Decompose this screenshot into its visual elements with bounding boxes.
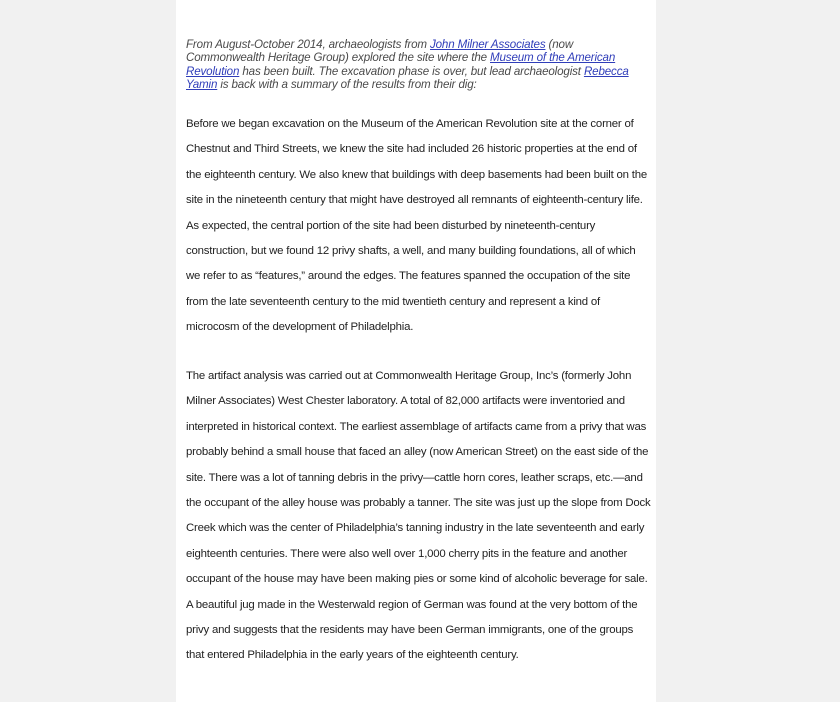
intro-line	[186, 51, 646, 64]
intro-line	[186, 78, 646, 91]
intro-line	[186, 38, 646, 51]
text-line: Before we began excavation on the Museum of the American Revolution site at the corner of	[186, 118, 634, 130]
text-line: construction, but we found 12 privy shafts, a well, and many building foundations, all of which	[186, 244, 636, 257]
text-line: site in the nineteenth century that might have destroyed all remnants of eighteenth-century life.	[186, 194, 643, 207]
text-line: The artifact analysis was carried out at Commonwealth Heritage Group, Inc’s (formerly John	[186, 370, 632, 382]
link-museum-american-revolution[interactable]: Museum of the American	[490, 51, 616, 65]
text-line: microcosm of the development of Philadelphia.	[186, 321, 414, 334]
text-line: site. There was a lot of tanning debris in the privy—cattle horn cores, leather scraps, etc.—and	[186, 471, 643, 484]
link-rebecca-yamin-cont[interactable]: Yamin	[186, 77, 218, 91]
intro-text: has been built. The excavation phase is over, but lead archaeologist	[239, 64, 584, 78]
paragraph-artifact-analysis	[186, 364, 651, 669]
text-line: Chestnut and Third Streets, we knew the site had included 26 historic properties at the end of	[186, 143, 637, 156]
text-line: that entered Philadelphia in the early years of the eighteenth century.	[186, 649, 519, 662]
text-line: privy and suggests that the residents may have been German immigrants, one of the groups	[186, 623, 634, 636]
intro-paragraph	[186, 38, 646, 91]
text-line: the occupant of the alley house was probably a tanner. The site was just up the slope from Dock	[186, 496, 651, 509]
text-line: probably behind a small house that faced an alley (now American Street) on the east side of the	[186, 446, 649, 459]
text-line: the eighteenth century. We also knew that buildings with deep basements had been built on the	[186, 168, 647, 181]
text-line: eighteenth centuries. There were also well over 1,000 cherry pits in the feature and another	[186, 547, 628, 560]
link-rebecca-yamin[interactable]: Rebecca	[583, 64, 629, 78]
intro-text: (now	[545, 38, 574, 51]
text-line: A beautiful jug made in the Westerwald region of German was found at the very bottom of the	[186, 598, 638, 611]
intro-line	[186, 65, 646, 78]
paragraph-excavation	[186, 112, 648, 341]
document-page	[176, 0, 656, 702]
text-line: from the late seventeenth century to the mid twentieth century and represent a kind of	[186, 295, 600, 308]
text-line: occupant of the house may have been making pies or some kind of alcoholic beverage for sale.	[186, 573, 648, 586]
text-line: interpreted in historical context. The earliest assemblage of artifacts came from a privy that was	[186, 420, 647, 433]
intro-text: From August-October 2014, archaeologists from	[186, 38, 430, 51]
link-museum-american-revolution-cont[interactable]: Revolution	[186, 64, 240, 78]
text-line: As expected, the central portion of the site had been disturbed by nineteenth-century	[186, 219, 596, 232]
text-line: Milner Associates) West Chester laboratory. A total of 82,000 artifacts were inventoried and	[186, 395, 625, 408]
intro-text: is back with a summary of the results from their dig:	[217, 77, 477, 91]
link-john-milner-associates[interactable]: John Milner Associates	[429, 38, 546, 51]
intro-text: Commonwealth Heritage Group) explored the site where the	[186, 51, 490, 65]
text-line: we refer to as “features,” around the edges. The features spanned the occupation of the site	[186, 270, 631, 283]
text-line: Creek which was the center of Philadelphia’s tanning industry in the late seventeenth and early	[186, 522, 645, 535]
